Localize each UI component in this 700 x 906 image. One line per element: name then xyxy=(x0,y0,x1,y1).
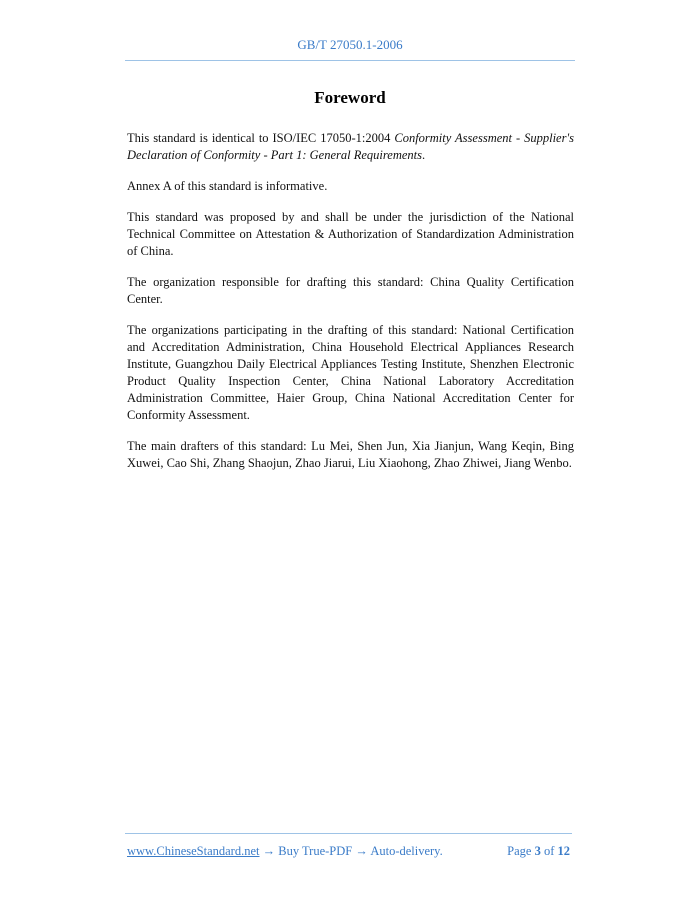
paragraph-jurisdiction: This standard was proposed by and shall be under the jurisdiction of the National Technical Committee on Attestation & Authorization of Standardization Administration of China. xyxy=(127,210,574,258)
footer-divider xyxy=(125,833,572,834)
paragraph-participating-orgs: The organizations participating in the drafting of this standard: National Certification and Accreditation Administration, China Household Electrical Appliances Research Institute, Guangzhou Daily Electrical Appliances Testing Institute, Shenzhen Electronic Product Quality Inspection Center, China National Laboratory Accreditation Administration Committee, Haier Group, China National Accreditation Center for Conformity Assessment. xyxy=(127,323,574,422)
arrow-right-icon: → xyxy=(355,844,368,858)
page-current: 3 xyxy=(534,844,541,858)
arrow-right-icon: → xyxy=(262,844,276,858)
document-header xyxy=(0,37,700,53)
page-total: 12 xyxy=(557,844,570,858)
document-id: GB/T 27050.1-2006 xyxy=(297,37,403,52)
website-link[interactable]: www.ChineseStandard.net xyxy=(127,844,260,858)
buy-pdf-text: Buy True-PDF xyxy=(278,844,353,858)
page-indicator xyxy=(507,844,570,859)
page-title: Foreword xyxy=(314,88,386,107)
foreword-body xyxy=(127,130,574,486)
paragraph-annex: Annex A of this standard is informative. xyxy=(127,179,328,193)
paragraph-identical-standard xyxy=(127,130,574,164)
paragraph-lead-text: This standard is identical to ISO/IEC 17050-1:2004 xyxy=(127,131,395,145)
page-footer xyxy=(127,844,572,859)
standard-title-italic: Conformity Assessment - Supplier's Declaration of Conformity - Part 1: General Requirements xyxy=(127,131,574,162)
page-label: Page xyxy=(507,844,532,858)
paragraph-main-drafters: The main drafters of this standard: Lu Mei, Shen Jun, Xia Jianjun, Wang Keqin, Bing Xuwei, Cao Shi, Zhang Shaojun, Zhao Jiarui, Liu Xiaohong, Zhao Zhiwei, Jiang Wenbo. xyxy=(127,439,574,470)
header-divider xyxy=(125,60,575,61)
paragraph-end-text: . xyxy=(421,148,426,162)
auto-delivery-text: Auto-delivery. xyxy=(370,844,443,858)
paragraph-drafting-org: The organization responsible for drafting this standard: China Quality Certification Center. xyxy=(127,275,574,306)
page-of: of xyxy=(543,844,555,858)
